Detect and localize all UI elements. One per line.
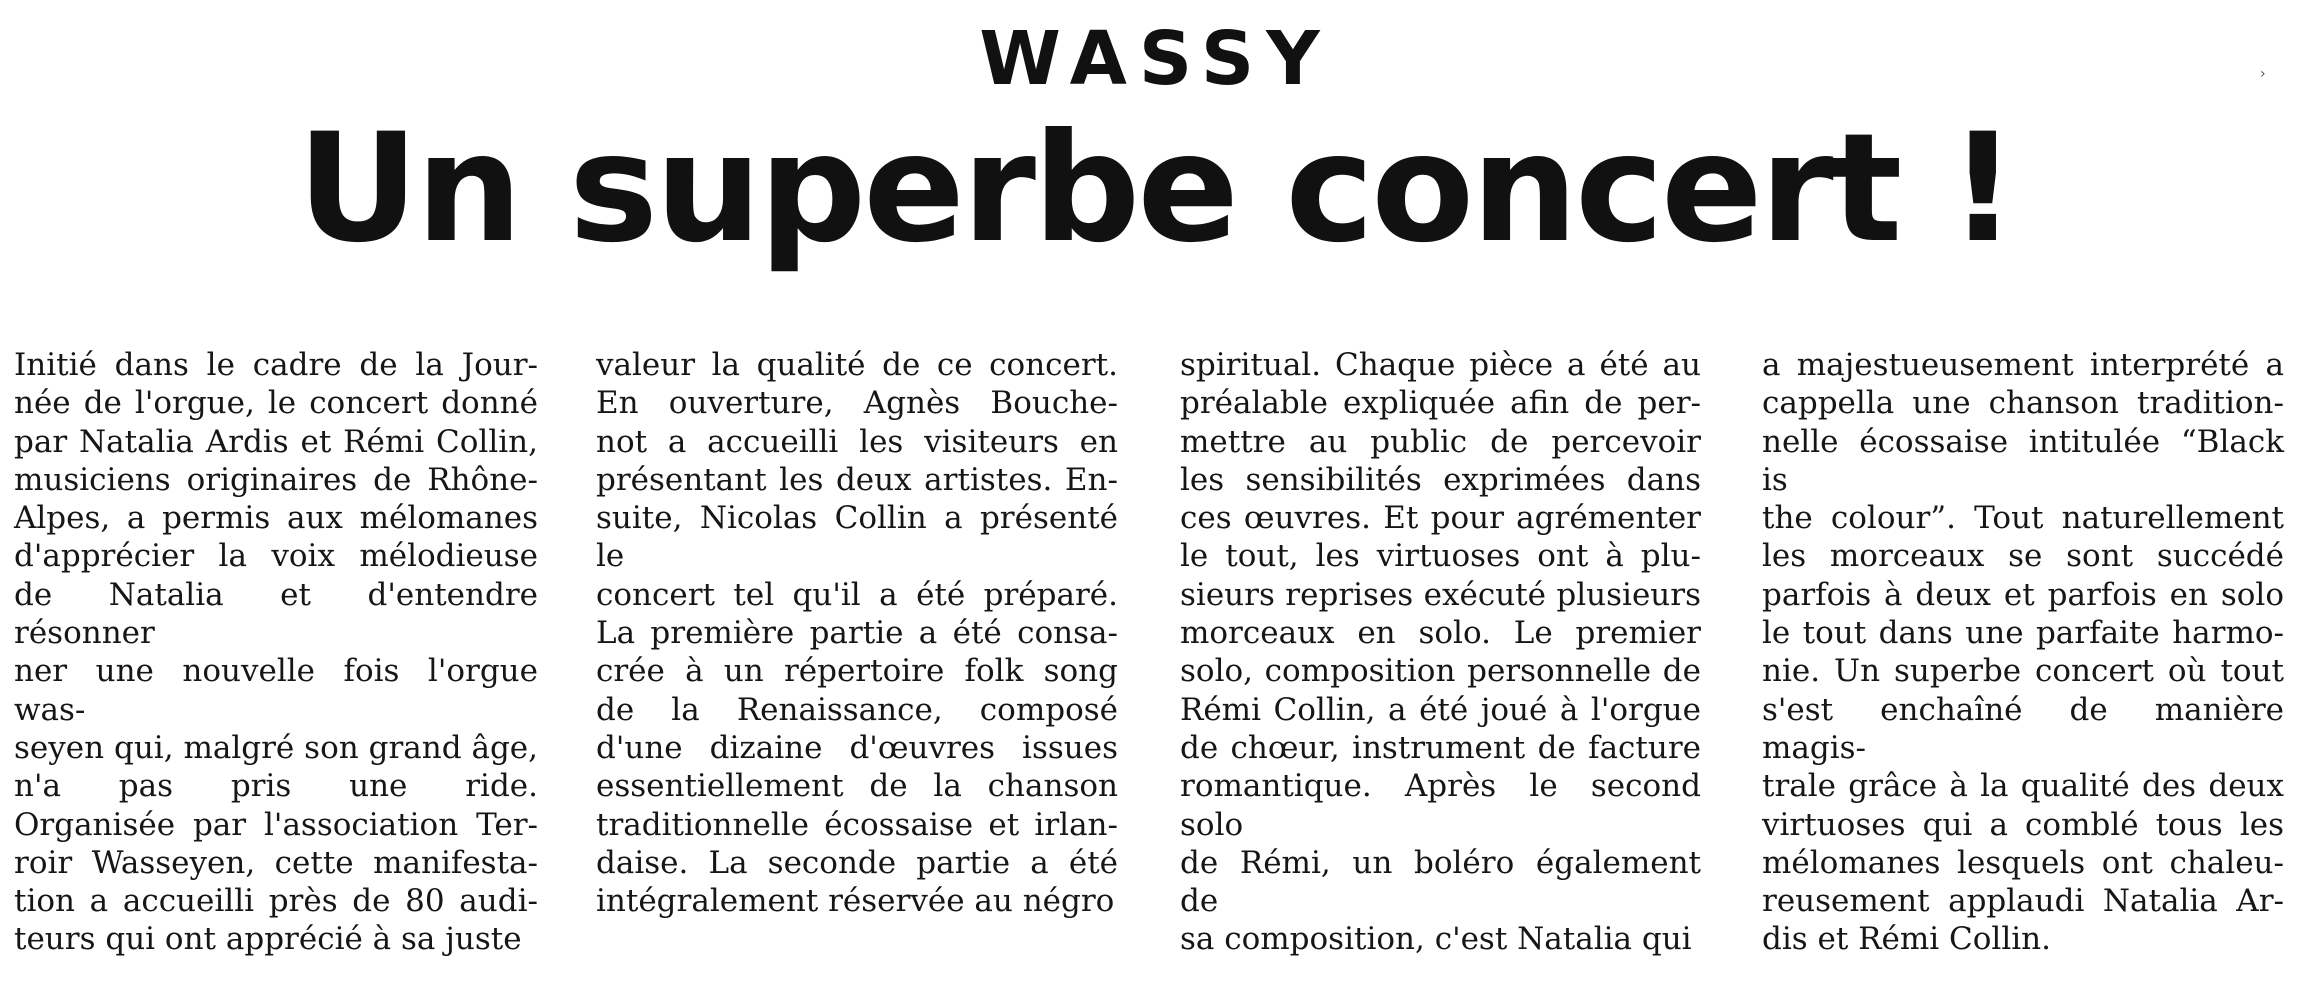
text-line: concert tel qu'il a été préparé. <box>596 576 1118 613</box>
text-line: crée à un répertoire folk song <box>596 653 1118 690</box>
text-line: ces œuvres. Et pour agrémenter <box>1180 500 1701 537</box>
text-line: Initié dans le cadre de la Jour- <box>14 347 538 383</box>
text-line: solo, composition personnelle de <box>1180 653 1701 690</box>
text-line: Rémi Collin, a été joué à l'orgue <box>1180 691 1701 728</box>
text-line: de la Renaissance, composé <box>596 691 1118 728</box>
text-line: de chœur, instrument de facture <box>1180 729 1701 766</box>
text-line: not a accueilli les visiteurs en <box>596 423 1118 460</box>
text-line: parfois à deux et parfois en solo <box>1762 576 2284 613</box>
text-line: cappella une chanson tradition- <box>1762 385 2284 422</box>
text-line: les sensibilités exprimées dans <box>1180 461 1701 498</box>
text-line: teurs qui ont apprécié à sa juste <box>14 921 522 958</box>
text-line: nelle écossaise intitulée “Black is <box>1762 423 2284 498</box>
text-line: a majestueusement interprété a <box>1762 347 2284 383</box>
text-line: spiritual. Chaque pièce a été au <box>1180 347 1701 383</box>
text-line: sa composition, c'est Natalia qui <box>1180 921 1692 958</box>
text-line: valeur la qualité de ce concert. <box>596 347 1118 383</box>
text-line: reusement applaudi Natalia Ar- <box>1762 883 2284 920</box>
text-column-4 <box>1762 346 2284 959</box>
text-line: Alpes, a permis aux mélomanes <box>14 500 538 537</box>
text-line: morceaux en solo. Le premier <box>1180 615 1701 652</box>
text-line: présentant les deux artistes. En- <box>596 461 1118 498</box>
text-line: d'une dizaine d'œuvres issues <box>596 729 1118 766</box>
text-line: de Rémi, un boléro également de <box>1180 844 1701 920</box>
article-kicker: WASSY <box>979 16 1332 102</box>
margin-mark: › <box>2260 66 2266 82</box>
text-line: le tout dans une parfaite harmo- <box>1762 615 2284 652</box>
text-line: dis et Rémi Collin. <box>1762 921 2051 958</box>
text-line: d'apprécier la voix mélodieuse <box>14 538 538 575</box>
text-column-3 <box>1180 346 1701 959</box>
text-line: le tout, les virtuoses ont à plu- <box>1180 538 1701 575</box>
text-line: de Natalia et d'entendre résonner <box>14 576 538 652</box>
text-line: les morceaux se sont succédé <box>1762 538 2284 575</box>
text-line: roir Wasseyen, cette manifesta- <box>14 844 538 881</box>
text-line: intégralement réservée au négro <box>596 883 1115 920</box>
text-line: ner une nouvelle fois l'orgue was- <box>14 653 538 728</box>
text-line: suite, Nicolas Collin a présenté le <box>596 500 1118 575</box>
text-line: mélomanes lesquels ont chaleu- <box>1762 844 2284 881</box>
article-headline: Un superbe concert ! <box>296 102 2014 276</box>
text-line: mettre au public de percevoir <box>1180 423 1701 460</box>
text-line: n'a pas pris une ride. <box>14 768 538 805</box>
text-column-2 <box>596 346 1118 920</box>
text-line: musiciens originaires de Rhône- <box>14 461 538 498</box>
text-line: essentiellement de la chanson <box>596 768 1118 805</box>
text-line: née de l'orgue, le concert donné <box>14 385 538 422</box>
text-line: daise. La seconde partie a été <box>596 844 1118 881</box>
text-line: traditionnelle écossaise et irlan- <box>596 806 1118 843</box>
text-line: trale grâce à la qualité des deux <box>1762 768 2284 805</box>
text-line: s'est enchaîné de manière magis- <box>1762 691 2284 766</box>
text-line: En ouverture, Agnès Bouche- <box>596 385 1118 422</box>
text-line: tion a accueilli près de 80 audi- <box>14 883 538 920</box>
text-line: La première partie a été consa- <box>596 615 1118 652</box>
text-column-1 <box>14 346 538 959</box>
text-line: romantique. Après le second solo <box>1180 768 1701 843</box>
text-line: sieurs reprises exécuté plusieurs <box>1180 576 1701 613</box>
text-line: Organisée par l'association Ter- <box>14 806 538 843</box>
text-line: the colour”. Tout naturellement <box>1762 500 2284 537</box>
text-line: nie. Un superbe concert où tout <box>1762 653 2284 690</box>
text-line: par Natalia Ardis et Rémi Collin, <box>14 423 538 460</box>
text-line: préalable expliquée afin de per- <box>1180 385 1701 422</box>
text-line: seyen qui, malgré son grand âge, <box>14 729 538 766</box>
text-line: virtuoses qui a comblé tous les <box>1762 806 2284 843</box>
